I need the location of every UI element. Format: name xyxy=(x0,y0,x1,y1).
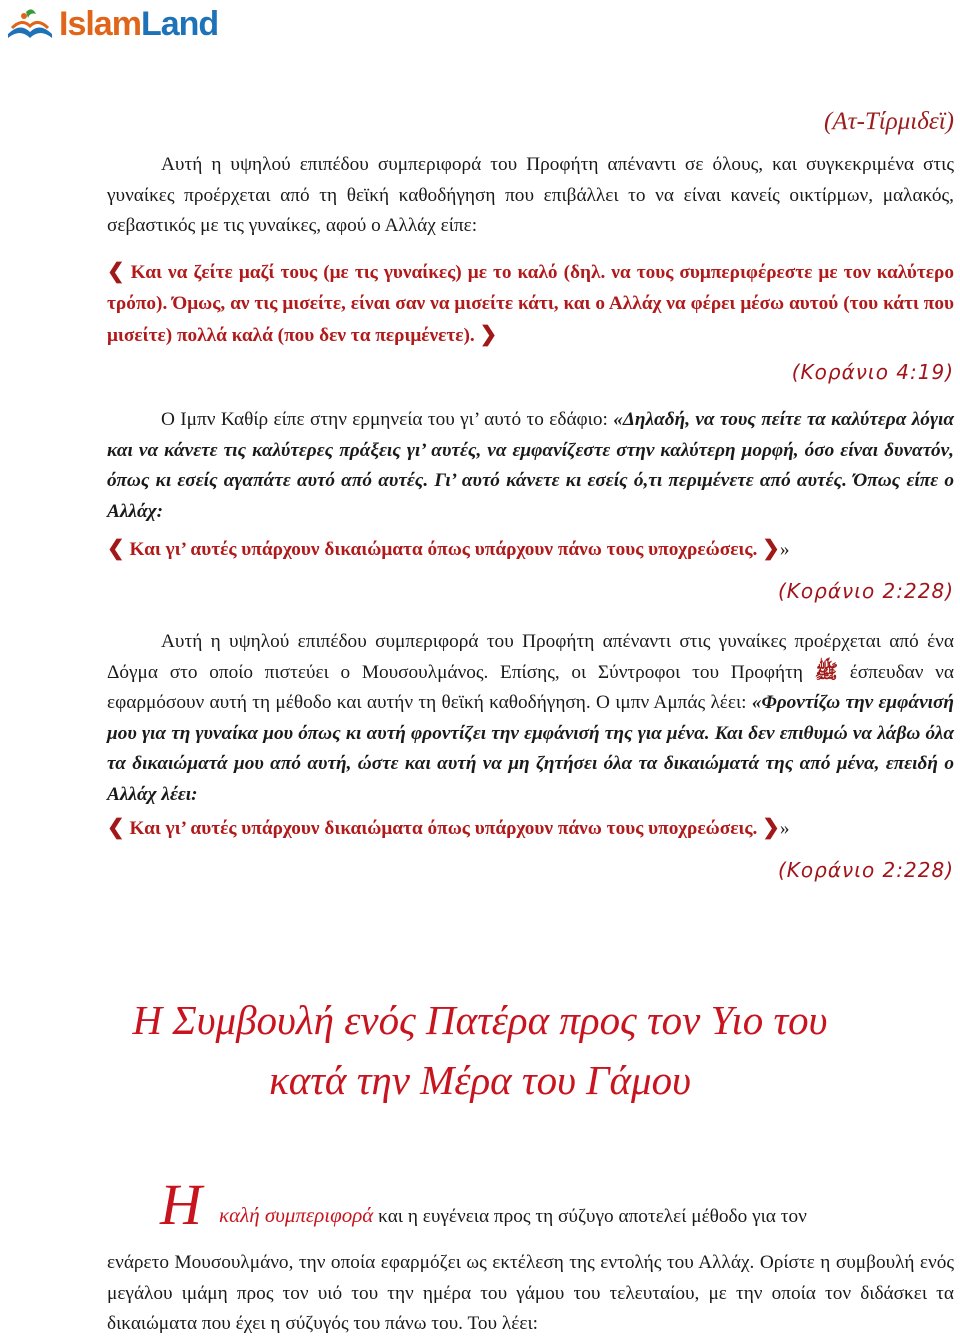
paragraph-2-text: Ο Ιμπν Καθίρ είπε στην ερμηνεία του γι’ αυτό το εδάφιο: xyxy=(161,409,614,430)
quote-1-text: Και να ζείτε μαζί τους (με τις γυναίκες) με το καλό (δηλ. να τους συμπεριφέρεστε με τον καλύτερο τρόπο). Όμως, αν τις μισείτε, είναι σαν να μισείτε κάτι, και ο Αλλάχ να φέρει μέσω αυτού (του κάτι που μισείτε) πολλά καλά (που δεν τα περιμένετε). xyxy=(107,262,954,346)
quote-2-text: Και γι’ αυτές υπάρχουν δικαιώματα όπως υπάρχουν πάνω τους υποχρεώσεις. xyxy=(129,539,758,560)
intro-paragraph: ενάρετο Μουσουλμάνο, την οποία εφαρμόζει ως εκτέλεση της εντολής του Αλλάχ. Ορίστε η συμβουλή ενός μεγάλου ιμάμη προς τον υιό του την ημέρα του γάμου του τελευταίου, με την οποία τον διδάσκει τα δικαιώματα που έχει η σύζυγός του πάνω του. Του λέει: xyxy=(107,1252,954,1334)
intro-lead-italic: καλή συμπεριφορά xyxy=(219,1203,374,1227)
ornament-open-icon: ❮ xyxy=(107,536,125,560)
paragraph-1: Αυτή η υψηλού επιπέδου συμπεριφορά του Προφήτη απέναντι σε όλους, και συγκεκριμένα στις γυναίκες προέρχεται από τη θεϊκή καθοδήγηση που επιβάλλει το να είναι κανείς οικτίρμων, μαλακός, σεβαστικός με τις γυναίκες, αφού ο Αλλάχ είπε: xyxy=(107,154,954,236)
quote-2 xyxy=(107,533,954,566)
quran-reference-3: (Κοράνιο 2:228) xyxy=(777,858,954,882)
logo-text-islam: Islam xyxy=(59,5,141,43)
closing-guillemet: » xyxy=(779,539,790,560)
intro-first-line xyxy=(219,1203,954,1228)
ornament-close-icon: ❯ xyxy=(762,815,780,839)
closing-guillemet: » xyxy=(779,818,790,839)
paragraph-3-emphasis: «Φροντίζω την εμφάνισή μου για τη γυναίκα μου όπως κι αυτή φροντίζει την εμφάνισή της για μένα. Και δεν επιθυμώ να λάβω όλα τα δικαιώματά μου από αυτή, ώστε και αυτή να μη ζητήσει όλα τα δικαιώματά της από μένα, επειδή ο Αλλάχ λέει: xyxy=(107,692,954,805)
logo-text-land: Land xyxy=(140,5,219,43)
ornament-close-icon: ❯ xyxy=(479,322,498,346)
quote-1 xyxy=(107,256,954,352)
ornament-open-icon: ❮ xyxy=(107,815,125,839)
pbuh-seal-icon: ﷺ xyxy=(814,661,838,683)
quran-reference-2: (Κοράνιο 2:228) xyxy=(777,579,954,603)
site-logo[interactable] xyxy=(4,2,218,46)
quote-3-text: Και γι’ αυτές υπάρχουν δικαιώματα όπως υπάρχουν πάνω τους υποχρεώσεις. xyxy=(129,818,758,839)
section-title-line-1: Η Συμβουλή ενός Πατέρα προς τον Υιο του xyxy=(132,997,828,1043)
quote-3 xyxy=(107,812,954,845)
paragraph-2 xyxy=(107,405,954,527)
drop-cap: Η xyxy=(160,1172,202,1237)
paragraph-3-text-b: έσπευδαν να εφαρμόσουν αυτή τη μέθοδο και αυτήν τη θεϊκή καθοδήγηση. Ο ιμπν Αμπάς λέει: xyxy=(107,661,954,713)
ornament-open-icon: ❮ xyxy=(107,259,125,283)
intro-first-line-text: και η ευγένεια προς τη σύζυγο αποτελεί μέθοδο για τον xyxy=(373,1206,807,1227)
paragraph-3 xyxy=(107,627,954,810)
paragraph-3-text-a: Αυτή η υψηλού επιπέδου συμπεριφορά του Προφήτη απέναντι στις γυναίκες προέρχεται από ένα Δόγμα στο οποίο πιστεύει ο Μουσουλμάνος. Επίσης, οι Σύντροφοι του Προφήτη xyxy=(107,631,954,683)
logo-wordmark xyxy=(59,2,218,46)
ornament-close-icon: ❯ xyxy=(762,536,780,560)
book-logo-icon xyxy=(4,4,56,44)
section-title-line-2: κατά την Μέρα του Γάμου xyxy=(269,1057,691,1103)
top-attribution: (Ατ-Τίρμιδεϊ) xyxy=(824,108,954,135)
quran-reference-1: (Κοράνιο 4:19) xyxy=(791,360,954,384)
paragraph-2-emphasis: «Δηλαδή, να τους πείτε τα καλύτερα λόγια και να κάνετε τις καλύτερες πράξεις γι’ αυτές, να εμφανίζεστε στην καλύτερη μορφή, όσο είναι δυνατόν, όπως κι εσείς αγαπάτε αυτό από αυτές. Γι’ αυτό κάνετε κι εσείς ό,τι περιμένετε από αυτές. Όπως είπε ο Αλλάχ: xyxy=(107,409,954,522)
